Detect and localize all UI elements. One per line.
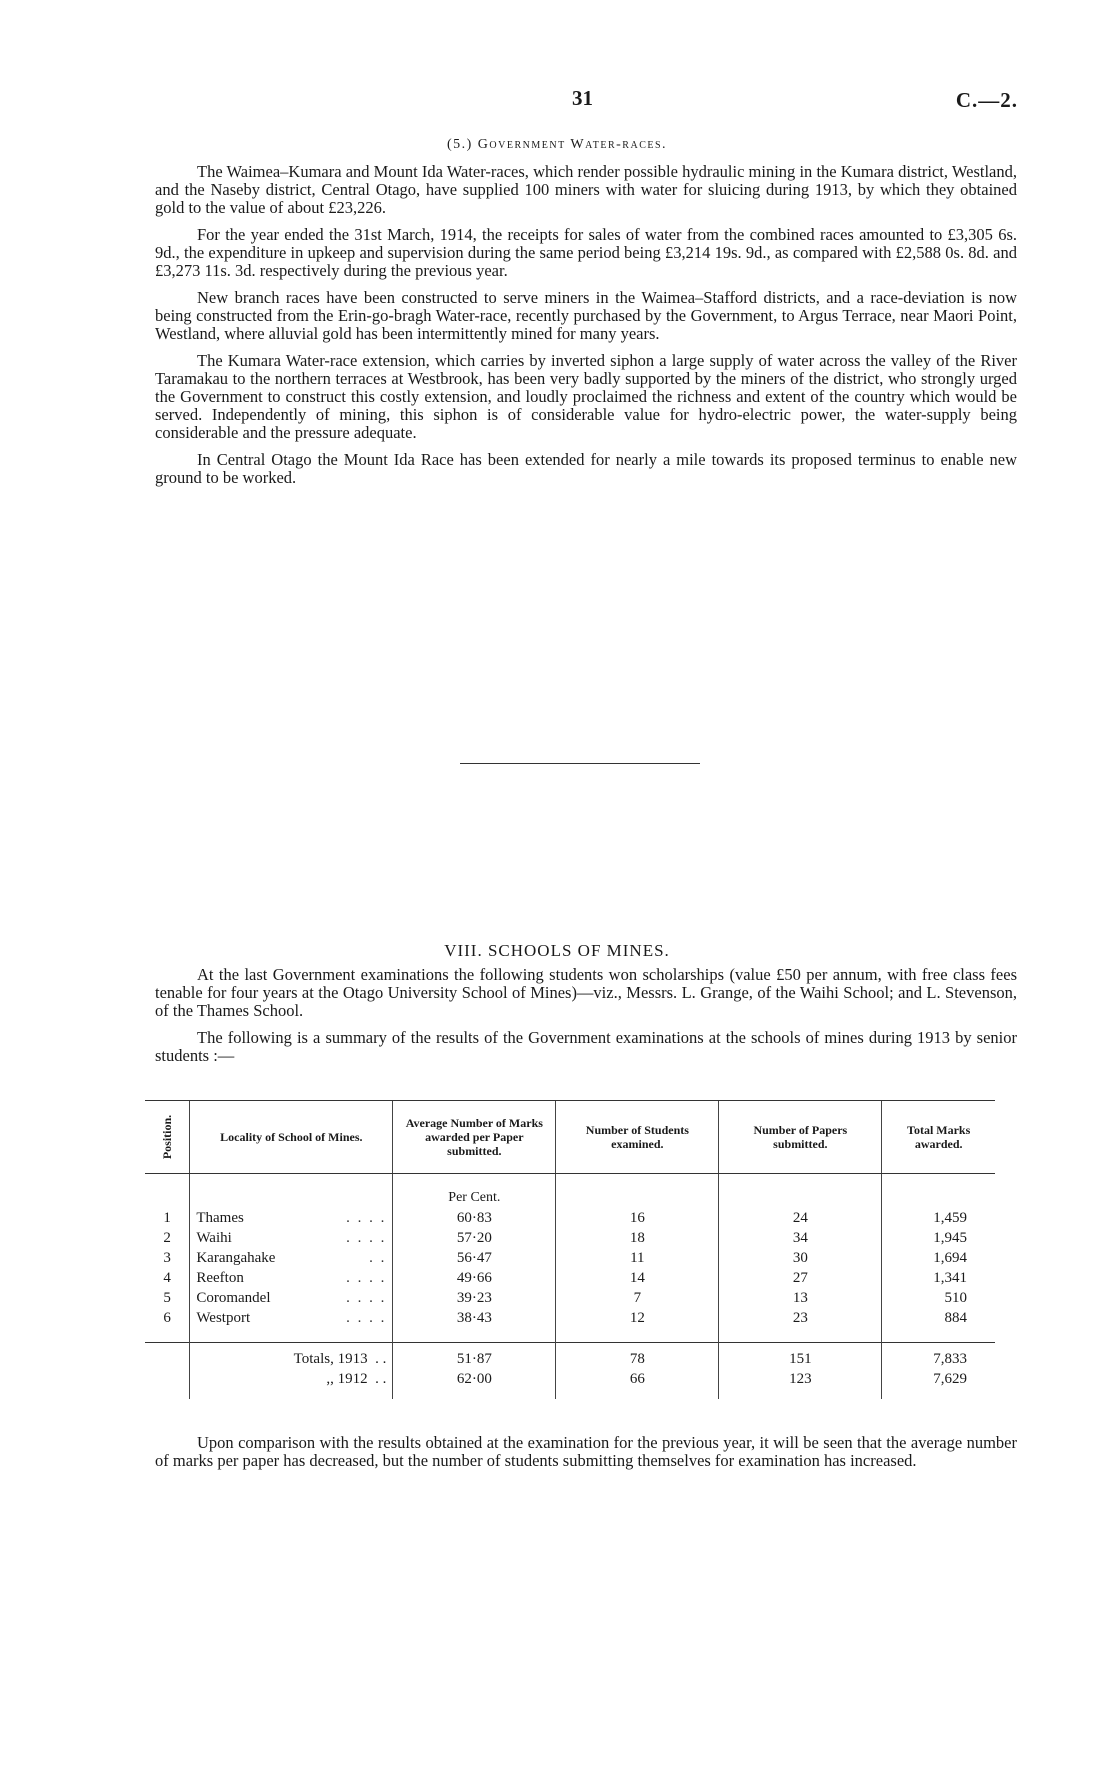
table-row: 3 Karangahake . . 56·47 11 30 1,694 bbox=[145, 1248, 995, 1268]
water-races-heading: (5.) Government Water-races. bbox=[446, 137, 668, 152]
report-reference: C.—2. bbox=[955, 88, 1018, 112]
header-locality: Locality of School of Mines. bbox=[190, 1101, 393, 1174]
table-row: 6 Westport . . . . 38·43 12 23 884 bbox=[145, 1308, 995, 1328]
header-papers: Number of Papers submitted. bbox=[719, 1101, 882, 1174]
paragraph: The following is a summary of the results of the Government examinations at the schools of mines during 1913 by senior students :— bbox=[155, 1028, 1017, 1065]
results-table bbox=[145, 1100, 995, 1399]
paragraph: At the last Government examinations the following students won scholarships (value £50 per annum, with free class fees tenable for four years at the Otago University School of Mines)—viz., Messrs. L. Grange, of the Waihi School; and L. Stevenson, of the Thames School. bbox=[155, 965, 1017, 1020]
totals-row: ,, 1912 . . 62·00 66 123 7,629 bbox=[145, 1369, 995, 1399]
schools-section bbox=[155, 966, 1017, 1074]
table-row: 5 Coromandel . . . . 39·23 7 13 510 bbox=[145, 1288, 995, 1308]
unit-label: Per Cent. bbox=[393, 1188, 556, 1208]
header-position: Position. bbox=[145, 1101, 190, 1174]
water-races-section bbox=[155, 163, 1017, 496]
paragraph: In Central Otago the Mount Ida Race has been extended for nearly a mile towards its proposed terminus to enable new ground to be worked. bbox=[155, 450, 1017, 487]
table-row: 2 Waihi . . . . 57·20 18 34 1,945 bbox=[145, 1228, 995, 1248]
schools-heading: VIII. SCHOOLS OF MINES. bbox=[444, 941, 670, 960]
header-average: Average Number of Marks awarded per Paper submitted. bbox=[393, 1101, 556, 1174]
paragraph: Upon comparison with the results obtained at the examination for the previous year, it will be seen that the average number of marks per paper has decreased, but the number of students submitting themselves for examination has increased. bbox=[155, 1433, 1017, 1470]
header-students: Number of Students examined. bbox=[556, 1101, 719, 1174]
section-divider bbox=[460, 763, 700, 764]
unit-row bbox=[145, 1188, 995, 1208]
closing-section bbox=[155, 1434, 1017, 1479]
paragraph: New branch races have been constructed to serve miners in the Waimea–Stafford districts, and a race-deviation is now being constructed from the Erin-go-bragh Water-race, recently purchased by the Government, to Argus Terrace, near Maori Point, Westland, where alluvial gold has been intermittently mined for many years. bbox=[155, 288, 1017, 343]
table-header-row bbox=[145, 1101, 995, 1174]
totals-row: Totals, 1913 . . 51·87 78 151 7,833 bbox=[145, 1343, 995, 1370]
page-header bbox=[0, 86, 1114, 116]
paragraph: The Waimea–Kumara and Mount Ida Water-races, which render possible hydraulic mining in the Kumara district, Westland, and the Naseby district, Central Otago, have supplied 100 miners with water for sluicing during 1913, by which they obtained gold to the value of about £23,226. bbox=[155, 162, 1017, 217]
page-number: 31 bbox=[572, 86, 593, 110]
paragraph: For the year ended the 31st March, 1914, the receipts for sales of water from the combined races amounted to £3,305 6s. 9d., the expenditure in upkeep and supervision during the same period being £3,214 19s. 9d., as compared with £2,588 0s. 8d. and £3,273 11s. 3d. respectively during the previous year. bbox=[155, 225, 1017, 280]
table-row: 4 Reefton . . . . 49·66 14 27 1,341 bbox=[145, 1268, 995, 1288]
header-total: Total Marks awarded. bbox=[882, 1101, 995, 1174]
table-row: 1 Thames . . . . 60·83 16 24 1,459 bbox=[145, 1208, 995, 1228]
paragraph: The Kumara Water-race extension, which carries by inverted siphon a large supply of water across the valley of the River Taramakau to the northern terraces at Westbrook, has been very badly supported by the miners of the district, who strongly urged the Government to construct this costly extension, and loudly proclaimed the richness and extent of the country which would be served. Independently of mining, this siphon is of considerable value for hydro-electric power, the water-supply being considerable and the pressure adequate. bbox=[155, 351, 1017, 442]
